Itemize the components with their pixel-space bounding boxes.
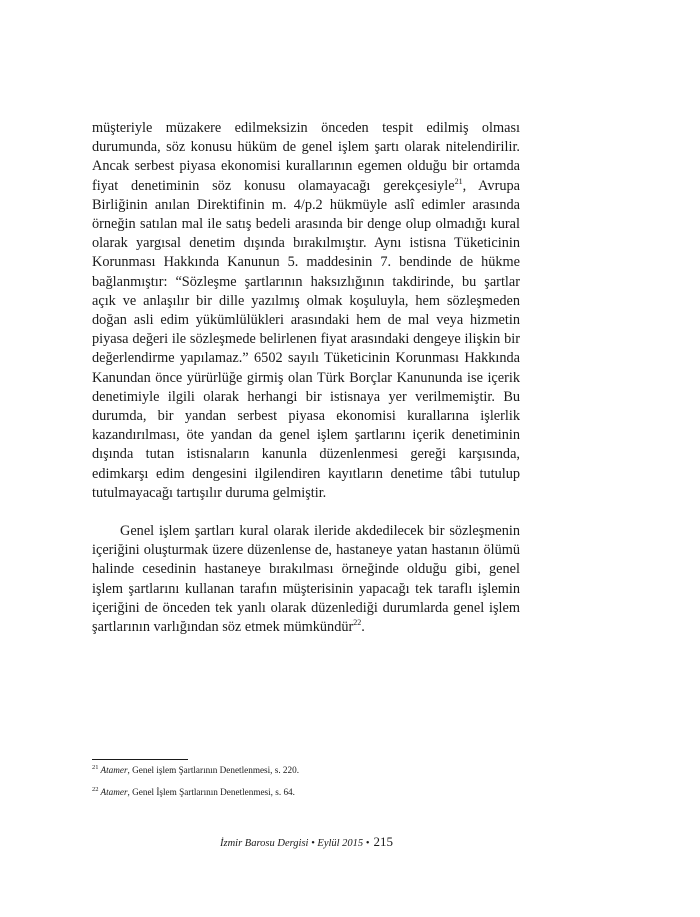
running-footer <box>220 834 500 850</box>
footnote-number: 22 <box>92 785 99 793</box>
body-text <box>92 119 520 637</box>
footnote-ref-21[interactable]: 21 <box>454 176 463 186</box>
page-number: 215 <box>373 834 393 849</box>
footnote-author: Atamer <box>100 765 128 775</box>
paragraph-1-text-a: müşteriyle müzakere edilmeksizin önceden tespit edilmiş olması durumunda, söz konusu hüküm de genel işlem şartı olarak nitelendirilir. Ancak serbest piyasa ekonomisi kurallarının egemen olduğu bir ortamda fiyat denetiminin söz konusu olamayacağı gerekçesiyle <box>92 120 520 194</box>
footnote-divider <box>92 759 188 760</box>
paragraph-2 <box>92 522 520 637</box>
footnote-21 <box>92 764 522 776</box>
footnote-ref-22[interactable]: 22 <box>353 618 362 628</box>
paragraph-1-text-b: , Avrupa Birliğinin anılan Direktifinin m. 4/p.2 hükmüyle aslî edimler arasında örneğin satılan mal ile satış bedeli arasında bir denge olup olmadığı kural olarak yargısal denetim dışında bırakılmıştır. Aynı istisna Tüketicinin Korunması Hakkında Kanunun 5. maddesinin 7. bendinde de hükme bağlanmıştır: “Sözleşme şartlarının haksızlığının takdirinde, bu şartlar açık ve anlaşılır bir dille yazılmış olmak koşuluyla, hem sözleşmeden doğan asli edim yükümlülükleri arasındaki hem de mal veya hizmetin piyasa değeri ile sözleşmede belirlenen fiyat arasındaki dengeye ilişkin bir değerlendirme yapılamaz.” 6502 sayılı Tüketicinin Korunması Hakkında Kanundan önce yürürlüğe girmiş olan Türk Borçlar Kanununda ise içerik denetimiyle ilgili olarak herhangi bir istisnaya yer verilmemiştir. Bu durumda, bir yandan serbest piyasa ekonomisi kurallarına işlerlik kazandırılması, öte yandan da genel işlem şartlarını içerik denetiminin dışında tutan istisnaların kanunla düzenlenmesi gereği karşısında, edimkarşı edim dengesini ilgilendiren kayıtların denetime tâbi tutulup tutulmayacağı tartışılır duruma gelmiştir. <box>92 177 520 501</box>
footnotes <box>92 764 522 808</box>
footnote-author: Atamer <box>100 787 128 797</box>
paragraph-2-text-a: Genel işlem şartları kural olarak ileride akdedilecek bir sözleşmenin içeriğini oluşturmak üzere düzenlense de, hastaneye yatan hastanın ölümü halinde cesedinin hastaneye bırakılması örneğinde olduğu gibi, genel işlem şartlarını kullanan tarafın müşterisinin yapacağı tek taraflı işlemin içeriğini de önceden tek yanlı olarak düzenlediği durumlarda genel işlem şartlarının varlığından söz etmek mümkündür <box>92 523 520 636</box>
footnote-22 <box>92 786 522 798</box>
paragraph-1 <box>92 119 520 503</box>
paragraph-2-text-b: . <box>361 619 365 636</box>
footnote-text: , Genel işlem Şartlarının Denetlenmesi, s. 220. <box>127 765 300 775</box>
footnote-number: 21 <box>92 763 99 771</box>
journal-name: İzmir Barosu Dergisi • Eylül 2015 • <box>220 838 370 849</box>
footnote-text: , Genel İşlem Şartlarının Denetlenmesi, s. 64. <box>127 787 295 797</box>
